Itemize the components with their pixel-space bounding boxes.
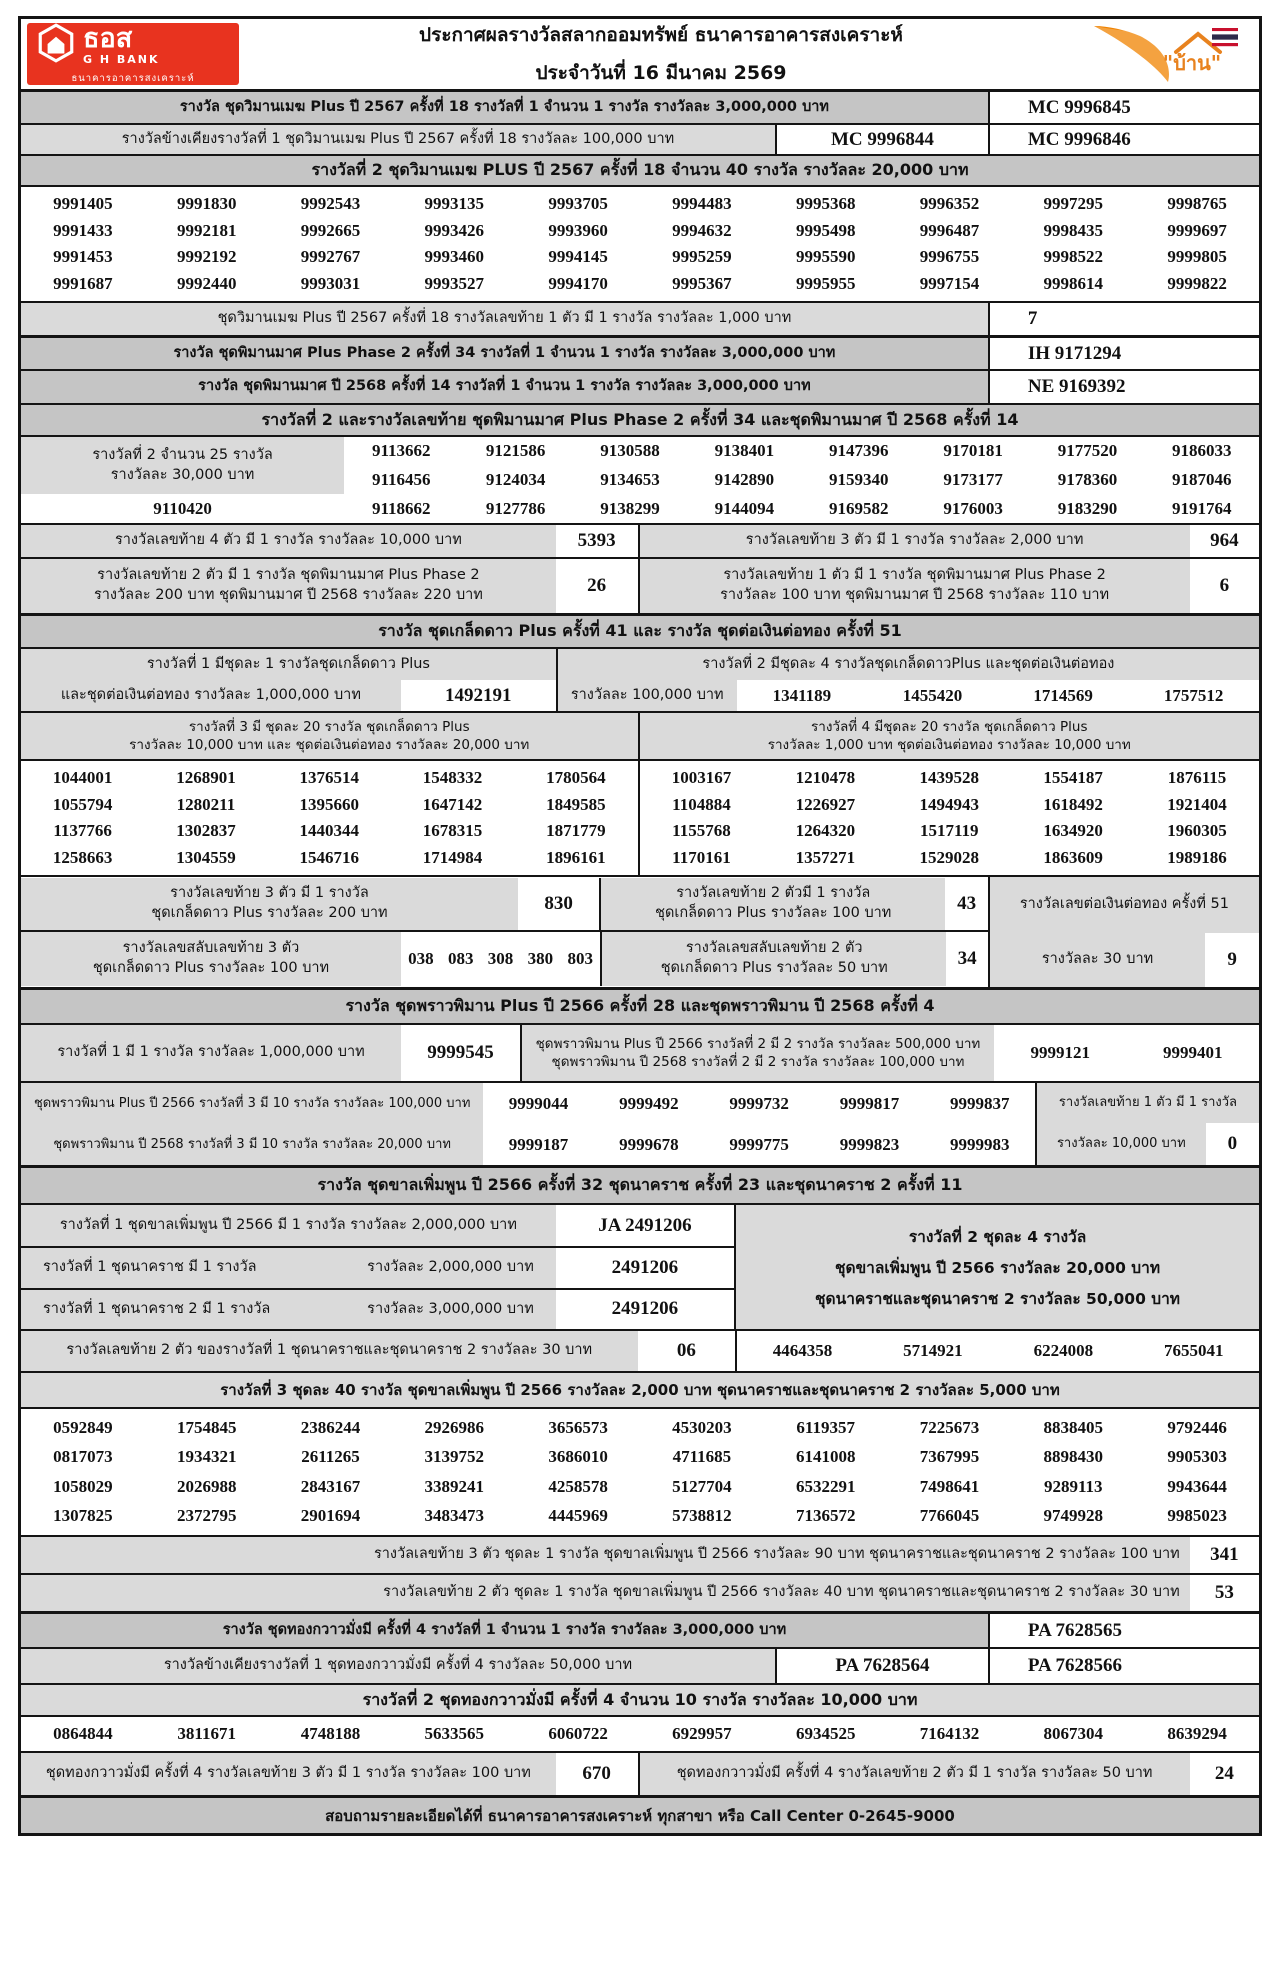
prize-number: 9999837 [950,1093,1010,1113]
prize-number: 9991830 [176,193,237,213]
prize-number: 9993705 [548,193,608,213]
prize-number: 1989186 [1167,848,1227,868]
ghbank-th-name: ธนาคารอาคารสงเคราะห์ [71,73,195,84]
section-band: รางวัลที่ 3 ชุดละ 40 รางวัล ชุดขาลเพิ่มพูน ปี 2566 รางวัลละ 2,000 บาท ชุดนาคราชและชุดนาคราช 2 รางวัลละ 5,000 บาท [21,1373,1259,1407]
khan-band [21,1165,1259,1203]
prize-number: 9999822 [1167,274,1227,294]
prize-number: 1517119 [919,821,979,841]
prize-number: 1304559 [176,848,236,868]
prize-number: 0 [1206,1123,1259,1165]
prize-number: 9992665 [300,220,361,240]
prize-number: 1003167 [671,767,732,787]
prize-number: 9187046 [1172,470,1232,489]
prize-number: 964 [1210,530,1239,551]
praopiman-p3-block [21,1081,1259,1165]
prize-label: ชุดพราวพิมาน Plus ปี 2566 รางวัลที่ 2 มี 2 รางวัล รางวัลละ 500,000 บาท ชุดพราวพิมาน ปี 2568 รางวัลที่ 2 มี 2 รางวัล รางวัลละ 100,000 บาท [520,1025,994,1081]
prize-number: 9177520 [1057,441,1118,461]
prize-number: 6929957 [672,1724,732,1743]
prize-number: 9993460 [424,247,485,267]
prize-number: 2491206 [611,1256,679,1278]
prize-label: รางวัล ชุดพิมานมาศ Plus Phase 2 ครั้งที่ 34 รางวัลที่ 1 จำนวน 1 รางวัล รางวัลละ 3,000,000 บาท [21,338,988,369]
vimanmek-first-prize-row [21,89,1259,123]
prize-number: 3139752 [424,1447,485,1467]
prize-number: 1876115 [1167,767,1227,787]
prize-label: รางวัลละ 10,000 บาท [1037,1123,1206,1165]
section-band: รางวัล ชุดพราวพิมาน Plus ปี 2566 ครั้งที่ 28 และชุดพราวพิมาน ปี 2568 ครั้งที่ 4 [21,990,1259,1023]
khan-tail2-of-first-row [21,1329,1259,1371]
prize-number: 6532291 [795,1476,856,1496]
prize-number: 9113662 [372,441,431,461]
prize-number: 9995259 [672,247,732,267]
prize-label: รางวัลเลขท้าย 2 ตัว มี 1 รางวัล ชุดพิมานมาศ Plus Phase 2 รางวัลละ 200 บาท ชุดพิมานมาศ ปี 2568 รางวัลละ 220 บาท [21,559,556,613]
prize-number: 1439528 [919,767,979,787]
kleddao-p1-p2-block [21,647,1259,711]
prize-label: รางวัลข้างเคียงรางวัลที่ 1 ชุดทองกวาวมั่งมี ครั้งที่ 4 รางวัลละ 50,000 บาท [21,1649,775,1683]
prize-number: 1258663 [52,848,113,868]
prize-number: 9186033 [1172,441,1232,461]
prize-number: 9994483 [672,193,732,213]
prize-number: 7498641 [919,1476,980,1496]
prize-label: ชุดวิมานเมฆ Plus ปี 2567 ครั้งที่ 18 รางวัลเลขท้าย 1 ตัว มี 1 รางวัล รางวัลละ 1,000 บาท [21,303,988,335]
prize-number: 06 [676,1340,696,1361]
prize-label: รางวัล ชุดวิมานเมฆ Plus ปี 2567 ครั้งที่ 18 รางวัลที่ 1 จำนวน 1 รางวัล รางวัลละ 3,000,000 บาท [21,92,988,123]
prize-number: 038 [408,949,434,968]
prize-number: 1871779 [546,821,606,841]
prize-number: 7136572 [795,1505,856,1525]
prize-number: 9993426 [424,220,485,240]
prize-number: 26 [587,575,607,596]
prize-number: 9191764 [1172,498,1232,518]
prize-label: รางวัลเลขท้าย 3 ตัว มี 1 รางวัล รางวัลละ 2,000 บาท [638,525,1190,557]
prize-number: 9110420 [153,498,212,518]
prize-number: 9999805 [1167,247,1227,267]
khan-tail2-row [21,1573,1259,1611]
prize-number: 0864844 [53,1724,113,1743]
prize-number: 1618492 [1043,794,1103,814]
pimanmas-tail2-tail1-row [21,557,1259,613]
prize-number: 1714569 [1033,685,1093,705]
prize-number: 9993031 [300,274,361,294]
footer [21,1795,1259,1833]
prize-number: 34 [957,948,977,969]
section-band: รางวัลที่ 2 ชุดวิมานเมฆ PLUS ปี 2567 ครั้งที่ 18 จำนวน 40 รางวัล รางวัลละ 20,000 บาท [21,156,1259,185]
prize-number: 5738812 [672,1505,732,1525]
prize-number: 9998614 [1043,274,1104,294]
prize-number: 1155768 [672,821,731,841]
prize-number: 1268901 [176,767,236,787]
prize-number: 7367995 [919,1447,980,1467]
page-title: ประกาศผลรางวัลสลากออมทรัพย์ ธนาคารอาคารสงเคราะห์ [419,24,903,46]
prize-label: รางวัลเลขท้าย 2 ตัว ชุดละ 1 รางวัล ชุดขาลเพิ่มพูน ปี 2566 รางวัลละ 40 บาท ชุดนาคราชและชุดนาคราช 2 รางวัลละ 30 บาท [21,1575,1190,1611]
prize-number: PA 7628564 [775,1649,988,1683]
prize-number: 4711685 [672,1447,732,1467]
prize-number: 9173177 [943,470,1003,489]
prize-number: 1546716 [299,848,359,868]
prize-number: 24 [1214,1763,1234,1784]
prize-label: รางวัลเลขท้าย 1 ตัว มี 1 รางวัล ชุดพิมานมาศ Plus Phase 2 รางวัลละ 100 บาท ชุดพิมานมาศ ปี 2568 รางวัลละ 110 บาท [638,559,1190,613]
prize-number: 4445969 [548,1505,608,1525]
prize-number: 0592849 [53,1418,113,1438]
prize-number: 2901694 [300,1505,361,1525]
prize-number: 1634920 [1043,821,1103,841]
prize-number: 5633565 [424,1724,485,1743]
section-band: รางวัลที่ 2 ชุดทองกวาวมั่งมี ครั้งที่ 4 จำนวน 10 รางวัล รางวัลละ 10,000 บาท [21,1685,1259,1715]
prize-number: 9997154 [919,274,980,294]
prize-number: MC 9996845 [988,92,1259,123]
prize-label: รางวัลที่ 2 จำนวน 25 รางวัล รางวัลละ 30,000 บาท [21,437,344,494]
prize-label: รางวัลที่ 1 มี 1 รางวัล รางวัลละ 1,000,000 บาท [21,1025,401,1081]
prize-number: 9995498 [795,220,856,240]
prize-number: 9147396 [828,441,889,461]
prize-number: 9138401 [714,441,775,461]
khan-third-prize-band [21,1371,1259,1407]
prize-number: 9999121 [1030,1043,1091,1062]
kleddao-p3-p4-numbers [21,759,1259,875]
vimanmek-second-prize-band [21,154,1259,185]
header [21,19,1259,89]
pimanmas-second-block [21,435,1259,523]
prize-label: รางวัลเลขท้าย 2 ตัวมี 1 รางวัล ชุดเกล็ดดาว Plus รางวัลละ 100 บาท [599,878,945,930]
prize-number: 9992181 [176,220,237,240]
prize-number: 1678315 [422,821,483,841]
kleddao-band [21,613,1259,647]
section-band: รางวัลที่ 2 และรางวัลเลขท้าย ชุดพิมานมาศ Plus Phase 2 ครั้งที่ 34 และชุดพิมานมาศ ปี 2568 ครั้งที่ 14 [21,405,1259,435]
prize-number: 7655041 [1164,1341,1224,1360]
prize-number: 9134653 [600,470,660,489]
prize-number: 9992767 [300,247,361,267]
prize-number: 670 [582,1763,611,1784]
ghbank-abbr: ธอส [83,22,133,54]
prize-number: 1494943 [919,794,979,814]
prize-label: รางวัลละ 100,000 บาท [558,680,737,711]
prize-label: ชุดทองกวาวมั่งมี ครั้งที่ 4 รางวัลเลขท้าย 2 ตัว มี 1 รางวัล รางวัลละ 50 บาท [638,1753,1190,1795]
prize-number: 6224008 [1033,1341,1094,1360]
prize-label: รางวัลที่ 2 มีชุดละ 4 รางวัลชุดเกล็ดดาวPlus และชุดต่อเงินต่อทอง [702,655,1115,672]
prize-number: 9993135 [424,193,485,213]
draw-date: ประจำวันที่ 16 มีนาคม 2569 [535,62,787,84]
prize-number: 083 [447,949,474,968]
prize-label: ชุดทองกวาวมั่งมี ครั้งที่ 4 รางวัลเลขท้าย 3 ตัว มี 1 รางวัล รางวัลละ 100 บาท [21,1753,556,1795]
prize-number: 53 [1214,1582,1234,1603]
prize-number: 9997295 [1043,193,1104,213]
prize-number: 9142890 [714,470,775,489]
khan-second-prize-box: รางวัลที่ 2 ชุดละ 4 รางวัล ชุดขาลเพิ่มพูน ปี 2566 รางวัลละ 20,000 บาท ชุดนาคราชและชุดนาคราช 2 รางวัลละ 50,000 บาท [734,1205,1259,1329]
prize-number: 9998765 [1167,193,1227,213]
prize-number: 1044001 [52,767,113,787]
prize-number: 9144094 [714,498,775,518]
baan-campaign-logo [1083,21,1253,87]
prize-number: 9 [1205,933,1259,987]
prize-number: 2611265 [301,1447,360,1467]
prize-number: 8639294 [1167,1724,1227,1743]
prize-number: 4464358 [772,1341,833,1360]
prize-number: 9183290 [1057,498,1118,518]
prize-number: 9999817 [839,1093,900,1113]
prize-number: 7225673 [919,1418,980,1438]
prize-number: 4530203 [672,1418,732,1438]
prize-label: รางวัลที่ 1 ชุดนาคราช มี 1 รางวัล รางวัลละ 2,000,000 บาท [21,1248,556,1287]
prize-label: รางวัลละ 30 บาท [990,933,1205,987]
praopiman-p1-p2-row [21,1023,1259,1081]
prize-number: 9121586 [485,441,546,461]
prize-number: 4748188 [300,1724,361,1743]
prize-number: 9176003 [943,498,1003,518]
prize-number: 9994145 [548,247,608,267]
prize-number: 3811671 [177,1724,236,1743]
thongkwao-adjacent-row [21,1647,1259,1683]
prize-number: 9999697 [1167,220,1227,240]
prize-number: 9996755 [919,247,980,267]
prize-number: 6 [1219,575,1230,596]
prize-number: 9998435 [1043,220,1104,240]
prize-number: 3483473 [424,1505,485,1525]
prize-number: 1137766 [53,821,112,841]
prize-number: 1341189 [772,685,832,705]
prize-number: 1376514 [299,767,359,787]
prize-number: 5393 [577,530,616,551]
prize-number: 9995955 [795,274,856,294]
prize-number: 803 [567,949,593,968]
prize-number: 9749928 [1043,1505,1104,1525]
prize-number: 1492191 [401,680,556,711]
prize-number: 9999187 [508,1134,569,1154]
ghbank-logo [27,23,239,85]
thongkwao-second-band [21,1683,1259,1715]
prize-number: 308 [487,949,514,968]
prize-number: 1921404 [1167,794,1227,814]
prize-label: รางวัลเลขสลับเลขท้าย 3 ตัว ชุดเกล็ดดาว Plus รางวัลละ 100 บาท [21,932,401,986]
prize-label: รางวัลที่ 4 มีชุดละ 20 รางวัล ชุดเกล็ดดาว Plus รางวัลละ 1,000 บาท ชุดต่อเงินต่อทอง รางวัลละ 10,000 บาท [638,713,1259,759]
prize-number: 9991433 [53,220,113,240]
prize-number: 9991687 [53,274,113,294]
prize-number: 9985023 [1167,1505,1227,1525]
prize-number: 9124034 [485,470,546,489]
prize-label: รางวัลข้างเคียงรางวัลที่ 1 ชุดวิมานเมฆ Plus ปี 2567 ครั้งที่ 18 รางวัลละ 100,000 บาท [21,125,775,154]
prize-number: 3656573 [548,1418,608,1438]
prize-number: 6060722 [548,1724,608,1743]
prize-number: 9169582 [828,498,889,518]
prize-number: 9993527 [424,274,485,294]
prize-number: 1055794 [52,794,113,814]
prize-number: 9943644 [1167,1476,1227,1496]
prize-label: รางวัล ชุดทองกวาวมั่งมี ครั้งที่ 4 รางวัลที่ 1 จำนวน 1 รางวัล รางวัลละ 3,000,000 บาท [21,1614,988,1647]
prize-number: 9999678 [619,1134,679,1154]
prize-number: 4258578 [548,1476,608,1496]
prize-number: 3389241 [424,1476,485,1496]
prize-number: 2026988 [176,1476,237,1496]
prize-number: 1170161 [672,848,731,868]
prize-number: 1058029 [53,1476,113,1496]
prize-number: 9992440 [176,274,237,294]
prize-number: 9995590 [795,247,856,267]
prize-number: 1440344 [299,821,359,841]
prize-number: 9996487 [919,220,980,240]
prize-number: 1757512 [1163,685,1224,705]
prize-number: 9159340 [828,470,889,489]
prize-number: 1455420 [902,685,963,705]
prize-number: 1104884 [672,794,731,814]
prize-label: ชุดพราวพิมาน ปี 2568 รางวัลที่ 3 มี 10 รางวัล รางวัลละ 20,000 บาท [21,1124,483,1165]
prize-number: 1896161 [546,848,606,868]
prize-number: 1357271 [795,848,856,868]
prize-number: 9289113 [1044,1476,1103,1496]
kleddao-tails-block [21,875,1259,987]
khan-tail3-row [21,1535,1259,1573]
prize-number: 9170181 [943,441,1003,461]
kleddao-p3-p4-headers [21,711,1259,759]
thongkwao-first-prize-row [21,1611,1259,1647]
baan-text: "บ้าน" [1162,51,1222,75]
prize-number: 2372795 [176,1505,237,1525]
prize-number: 1554187 [1043,767,1103,787]
pimanmas-tail4-tail3-row [21,523,1259,557]
prize-label: และชุดต่อเงินต่อทอง รางวัลละ 1,000,000 บาท [21,680,401,711]
prize-number: 1529028 [919,848,979,868]
prize-number: 6141008 [795,1447,856,1467]
prize-number: 341 [1210,1544,1239,1565]
prize-number: PA 7628565 [988,1614,1259,1647]
prize-number: 5714921 [903,1341,963,1360]
thai-flag-icon [1212,28,1238,46]
prize-number: 9992543 [300,193,361,213]
prize-number: 6934525 [795,1724,856,1743]
ghbank-house-icon [35,22,77,68]
prize-number: 9999492 [619,1093,679,1113]
prize-label: รางวัล ชุดพิมานมาศ ปี 2568 ครั้งที่ 14 รางวัลที่ 1 จำนวน 1 รางวัล รางวัลละ 3,000,000 บาท [21,371,988,403]
praopiman-band [21,987,1259,1023]
prize-number: 9178360 [1057,470,1118,489]
contact-info: สอบถามรายละเอียดได้ที่ ธนาคารอาคารสงเคราะห์ ทุกสาขา หรือ Call Center 0-2645-9000 [21,1798,1259,1833]
prize-number: 43 [957,893,977,914]
prize-number: 2926986 [424,1418,485,1438]
prize-label: รางวัลเลขต่อเงินต่อทอง ครั้งที่ 51 [1019,896,1229,913]
section-band: รางวัล ชุดขาลเพิ่มพูน ปี 2566 ครั้งที่ 32 ชุดนาคราช ครั้งที่ 23 และชุดนาคราช 2 ครั้งที่ 11 [21,1168,1259,1203]
prize-number: 9994632 [672,220,732,240]
prize-number: 1849585 [546,794,606,814]
prize-number: 9792446 [1167,1418,1227,1438]
prize-number: 0817073 [53,1447,113,1467]
prize-number: 9130588 [600,441,660,461]
prize-number: 830 [544,893,573,914]
prize-number: 1548332 [422,767,483,787]
prize-number: 1302837 [176,821,236,841]
thongkwao-second-numbers [21,1715,1259,1751]
prize-number: 9994170 [548,274,608,294]
prize-number: 9999732 [729,1093,789,1113]
prize-number: 9996352 [919,193,980,213]
prize-number: 5127704 [672,1476,732,1496]
prize-number: 9995367 [672,274,732,294]
prize-label: รางวัลเลขสลับเลขท้าย 2 ตัว ชุดเกล็ดดาว Plus รางวัลละ 50 บาท [600,932,946,986]
prize-number: 9118662 [372,498,431,518]
khan-third-prize-numbers [21,1407,1259,1535]
prize-number: 9116456 [372,470,431,489]
prize-number: 9999044 [508,1093,569,1113]
prize-number: 8898430 [1043,1447,1104,1467]
ghbank-en-name: G H BANK [83,52,160,66]
prize-number: 1226927 [795,794,856,814]
thongkwao-tails-row [21,1751,1259,1795]
prize-number: 1934321 [176,1447,237,1467]
vimanmek-adjacent-prize-row [21,123,1259,154]
section-band: รางวัล ชุดเกล็ดดาว Plus ครั้งที่ 41 และ รางวัล ชุดต่อเงินต่อทอง ครั้งที่ 51 [21,616,1259,647]
prize-number: 9992192 [176,247,237,267]
prize-label: รางวัลที่ 1 มีชุดละ 1 รางวัลชุดเกล็ดดาว Plus [146,655,430,672]
vimanmek-second-prize-numbers [21,185,1259,301]
prize-number: 9138299 [600,498,660,518]
prize-number: 1307825 [53,1505,113,1525]
prize-number: 7164132 [919,1724,980,1743]
prize-number: 9999545 [427,1042,494,1063]
prize-number: 1714984 [422,848,483,868]
prize-number: 9999775 [729,1134,789,1154]
prize-label: รางวัลเลขท้าย 3 ตัว มี 1 รางวัล ชุดเกล็ดดาว Plus รางวัลละ 200 บาท [21,878,518,930]
prize-number: 1780564 [546,767,606,787]
prize-number: 9999823 [839,1134,900,1154]
prize-number: 380 [527,949,554,968]
prize-number: 9905303 [1167,1447,1227,1467]
khan-first-prizes-block [21,1203,1259,1329]
prize-number: 6119357 [796,1418,855,1438]
vimanmek-tail1-row [21,301,1259,335]
prize-label: รางวัลเลขท้าย 1 ตัว มี 1 รางวัล [1058,1095,1237,1111]
prize-number: 9993960 [548,220,608,240]
prize-number: 8838405 [1043,1418,1104,1438]
prize-label: รางวัลที่ 3 มี ชุดละ 20 รางวัล ชุดเกล็ดดาว Plus รางวัลละ 10,000 บาท และ ชุดต่อเงินต่อทอง รางวัลละ 20,000 บาท [21,713,638,759]
lottery-announcement-sheet [18,16,1262,1836]
prize-number: 7766045 [919,1505,980,1525]
prize-number: 9999983 [950,1134,1010,1154]
prize-number: 1395660 [299,794,359,814]
prize-number: 1210478 [795,767,856,787]
prize-number: 8067304 [1043,1724,1104,1743]
prize-number: 1960305 [1167,821,1227,841]
prize-number: 1863609 [1043,848,1103,868]
prize-number: 7 [988,303,1259,335]
prize-number: 1264320 [795,821,856,841]
prize-number: 9998522 [1043,247,1104,267]
prize-number: 9995368 [795,193,856,213]
prize-number: 1280211 [176,794,236,814]
pimanmas-2568-first-row [21,369,1259,403]
prize-number: 2491206 [611,1298,679,1320]
prize-label: ชุดพราวพิมาน Plus ปี 2566 รางวัลที่ 3 มี 10 รางวัล รางวัลละ 100,000 บาท [21,1083,483,1124]
prize-number: 2386244 [300,1418,361,1438]
prize-number: PA 7628566 [988,1649,1259,1683]
prize-label: รางวัลที่ 1 ชุดนาคราช 2 มี 1 รางวัล รางวัลละ 3,000,000 บาท [21,1290,556,1329]
prize-number: 9999401 [1162,1043,1223,1062]
prize-label: รางวัลเลขท้าย 4 ตัว มี 1 รางวัล รางวัลละ 10,000 บาท [21,525,556,557]
prize-number: 9991405 [53,193,113,213]
prize-number: 9127786 [485,498,546,518]
prize-number: 9991453 [53,247,113,267]
prize-number: MC 9996844 [775,125,988,154]
prize-number: 3686010 [548,1447,608,1467]
pimanmas-phase2-first-row [21,335,1259,369]
prize-number: JA 2491206 [598,1214,692,1236]
prize-label: รางวัลเลขท้าย 3 ตัว ชุดละ 1 รางวัล ชุดขาลเพิ่มพูน ปี 2566 รางวัลละ 90 บาท ชุดนาคราชและชุดนาคราช 2 รางวัลละ 100 บาท [21,1537,1190,1573]
prize-number: 1754845 [176,1418,237,1438]
prize-label: รางวัลเลขท้าย 2 ตัว ของรางวัลที่ 1 ชุดนาคราชและชุดนาคราช 2 รางวัลละ 30 บาท [21,1331,638,1371]
prize-number: 2843167 [300,1476,361,1496]
prize-label: รางวัลที่ 1 ชุดขาลเพิ่มพูน ปี 2566 มี 1 รางวัล รางวัลละ 2,000,000 บาท [21,1205,556,1246]
prize-number: 1647142 [422,794,483,814]
pimanmas-second-band [21,403,1259,435]
prize-number: IH 9171294 [988,338,1259,369]
prize-number: MC 9996846 [988,125,1259,154]
prize-number: NE 9169392 [988,371,1259,403]
